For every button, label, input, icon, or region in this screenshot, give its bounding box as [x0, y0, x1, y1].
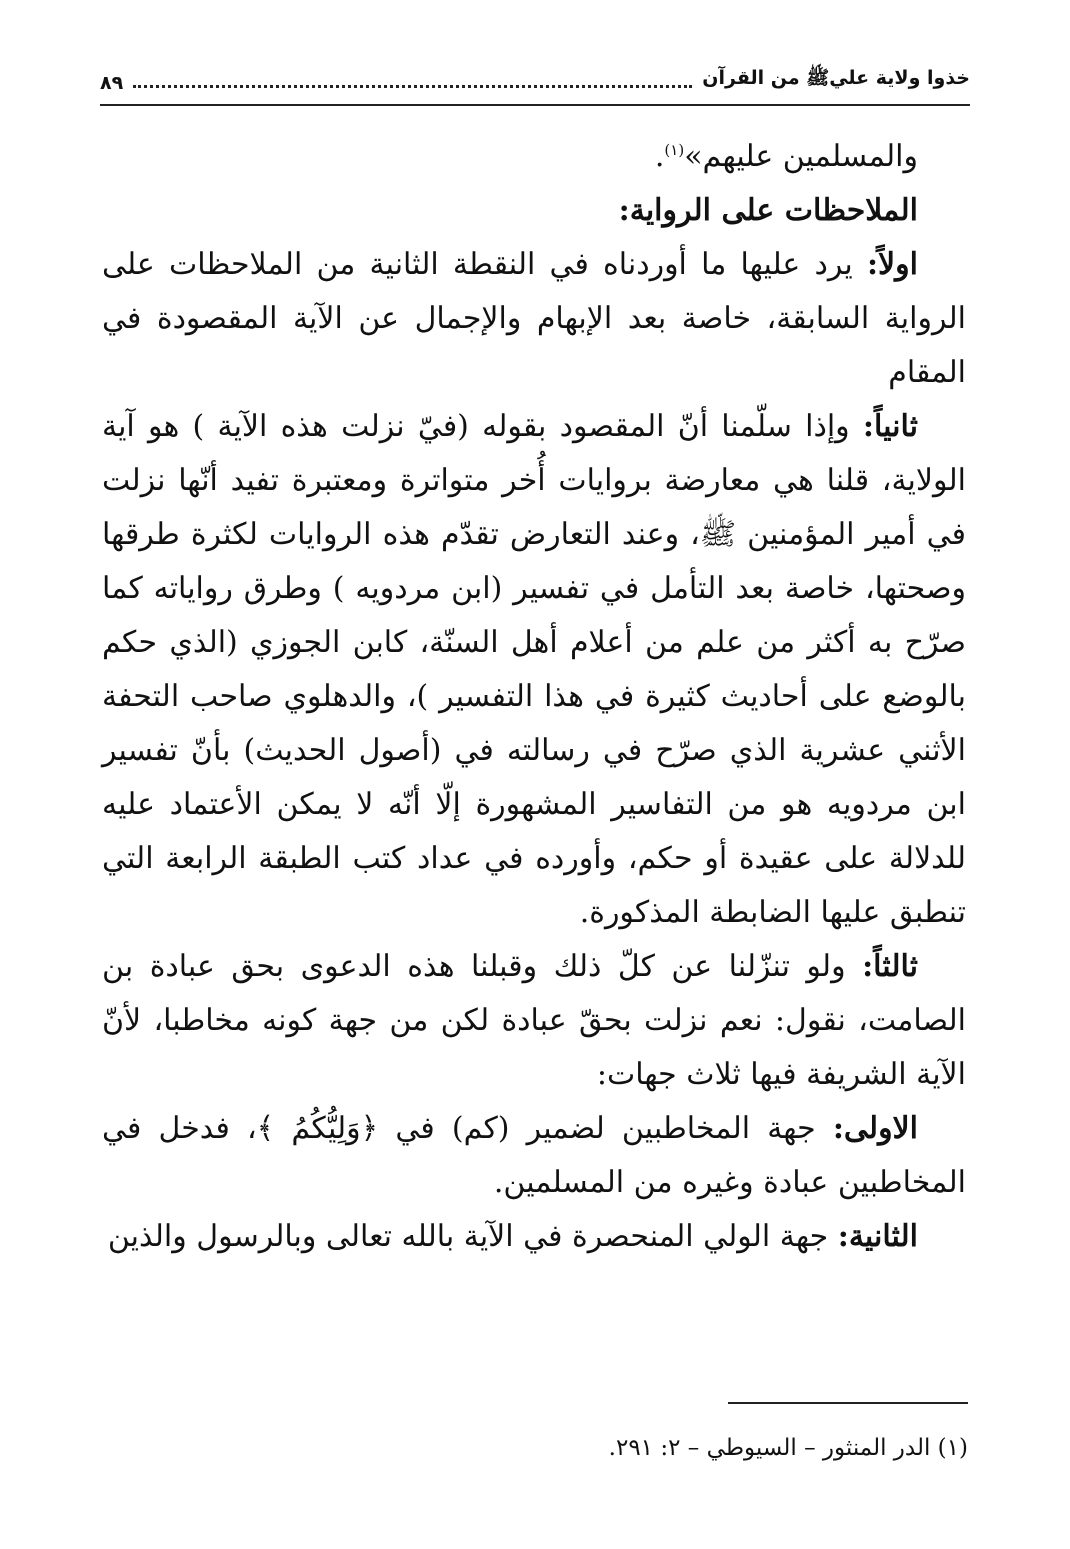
- point-text-third: ولو تنزّلنا عن كلّ ذلك وقبلنا هذه الدعوى بحق عبادة بن الصامت، نقول: نعم نزلت بحقّ عبادة لكن من جهة كونه مخاطبا، لأنّ الآية الشريفة فيها ثلاث جهات:: [102, 949, 966, 1092]
- main-text: [102, 130, 966, 1264]
- running-header: [100, 60, 970, 106]
- continuation-end: .: [654, 139, 665, 174]
- continuation-text: والمسلمين عليهم»: [684, 139, 918, 174]
- paragraph-first: [102, 238, 966, 400]
- aspect-text-one: جهة المخاطبين لضمير (كم) في ﴿وَلِيُّكُمُ ﴾، فدخل في المخاطبين عبادة وغيره من المسلمين.: [102, 1111, 966, 1200]
- point-label-first: اولاً:: [866, 247, 918, 282]
- paragraph-aspect-two: [102, 1210, 966, 1264]
- aspect-label-one: الاولى:: [832, 1111, 918, 1146]
- point-text-first: يرد عليها ما أوردناه في النقطة الثانية من الملاحظات على الرواية السابقة، خاصة بعد الإبهام والإجمال عن الآية المقصودة في المقام: [102, 247, 966, 390]
- header-dot-leader: [133, 85, 692, 88]
- paragraph-second: [102, 400, 966, 940]
- footnote-separator: [728, 1402, 968, 1404]
- paragraph-continuation: [102, 130, 966, 184]
- point-label-second: ثانياً:: [862, 409, 918, 444]
- footnote: (١) الدر المنثور – السيوطي – ٢: ٢٩١.: [608, 1435, 968, 1461]
- paragraph-third: [102, 940, 966, 1102]
- page-number: ٨٩: [100, 72, 124, 94]
- header-title: خذوا ولاية عليﷺ من القرآن: [702, 67, 970, 89]
- aspect-label-two: الثانية:: [837, 1219, 918, 1254]
- paragraph-aspect-one: [102, 1102, 966, 1210]
- point-label-third: ثالثاً:: [862, 949, 918, 984]
- point-text-second: وإذا سلّمنا أنّ المقصود بقوله (فيّ نزلت هذه الآية ) هو آية الولاية، قلنا هي معارضة بروايات أُخر متواترة ومعتبرة تفيد أنّها نزلت في أمير المؤمنين ﷺ، وعند التعارض تقدّم هذه الروايات لكثرة طرقها وصحتها، خاصة بعد التأمل في تفسير (ابن مردويه ) وطرق رواياته كما صرّح به أكثر من علم من أعلام أهل السنّة، كابن الجوزي (الذي حكم بالوضع على أحاديث كثيرة في هذا التفسير )، والدهلوي صاحب التحفة الأثني عشرية الذي صرّح في رسالته في (أصول الحديث) بأنّ تفسير ابن مردويه هو من التفاسير المشهورة إلّا أنّه لا يمكن الأعتماد عليه للدلالة على عقيدة أو حكم، وأورده في عداد كتب الطبقة الرابعة التي تنطبق عليها الضابطة المذكورة.: [102, 409, 966, 930]
- footnote-reference: (١): [664, 141, 685, 159]
- aspect-text-two: جهة الولي المنحصرة في الآية بالله تعالى وبالرسول والذين: [107, 1219, 829, 1254]
- section-heading: الملاحظات على الرواية:: [618, 193, 918, 228]
